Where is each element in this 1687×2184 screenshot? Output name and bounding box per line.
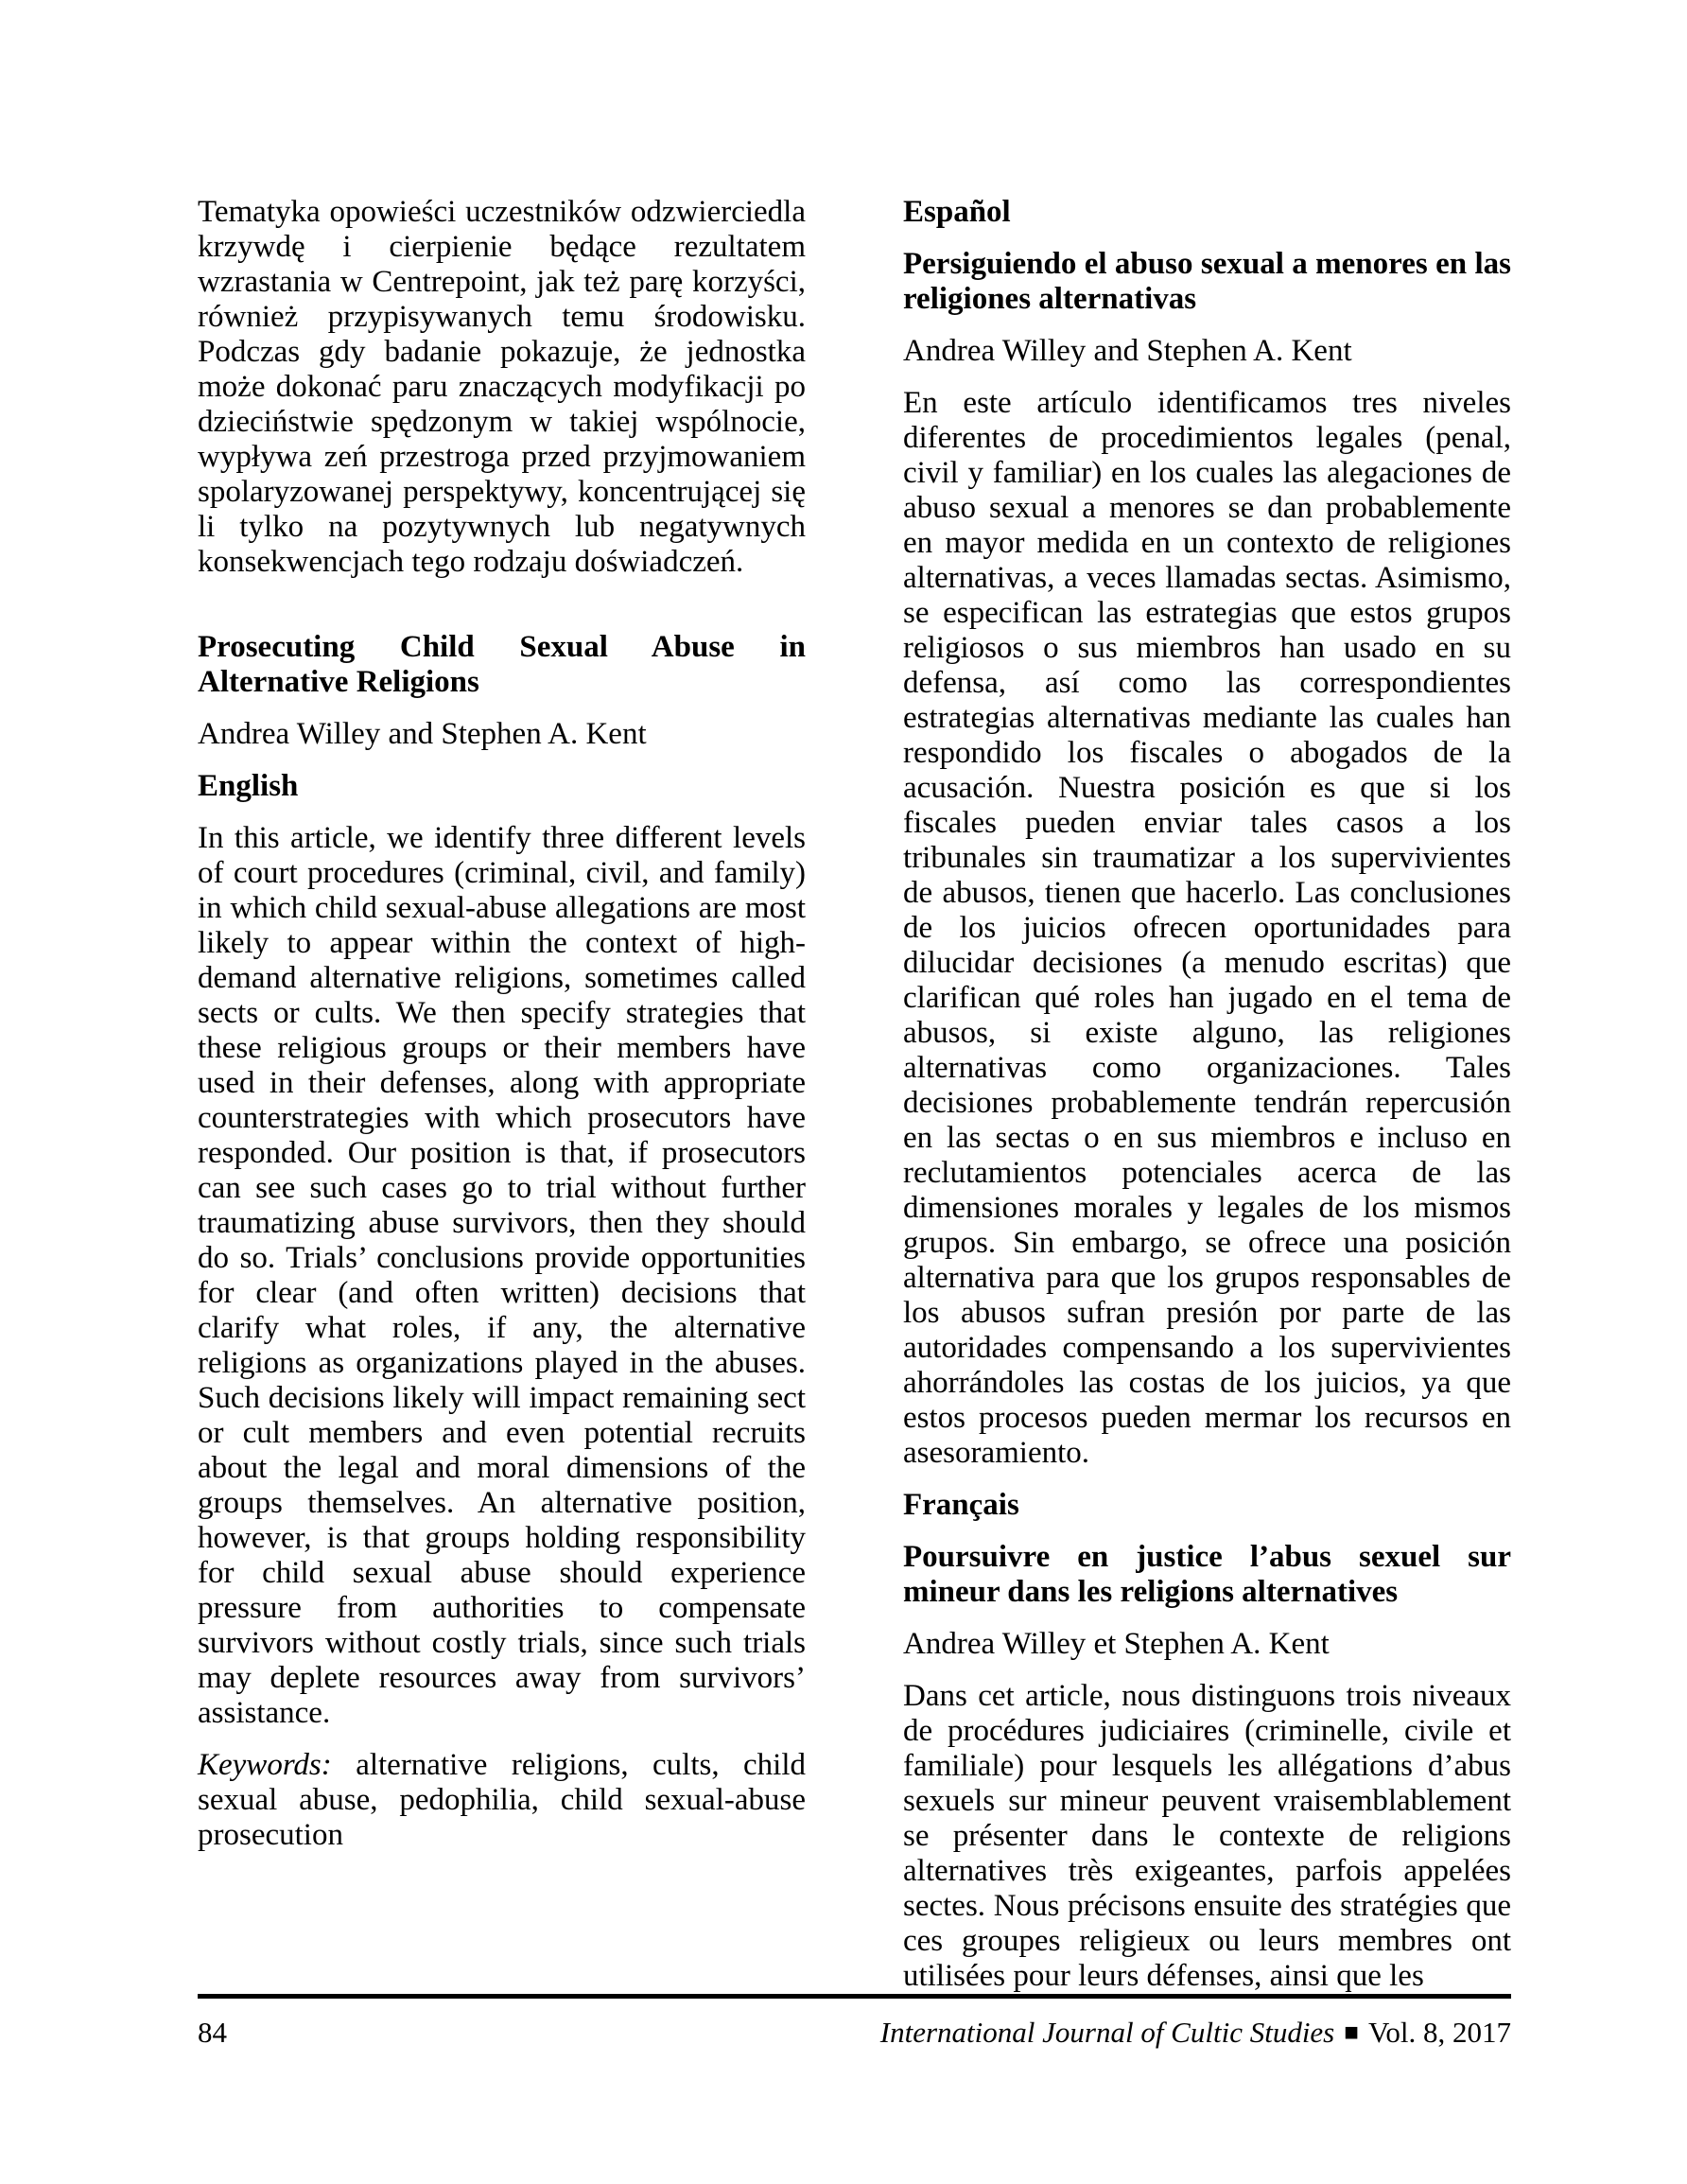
keywords-label: Keywords: (198, 1748, 332, 1782)
footer-journal-info (880, 2015, 1511, 2052)
authors-line-french: Andrea Willey et Stephen A. Kent (903, 1627, 1330, 1661)
page-number: 84 (198, 2016, 227, 2049)
article-title: Prosecuting Child Sexual Abuse in Alternative Religions (198, 630, 806, 699)
language-heading-french: Français (903, 1488, 1019, 1522)
journal-name: International Journal of Cultic Studies (879, 2016, 1335, 2049)
authors-line-english: Andrea Willey and Stephen A. Kent (198, 717, 647, 751)
footer-rule (198, 1994, 1511, 1999)
french-abstract: Dans cet article, nous distinguons trois niveaux de procédures judiciaires (criminelle, civile et familiale) pour lesquels les allégations d’abus sexuels sur mineur peuvent vraisemblablement se présenter dans le contexte de religions alternatives très exigeantes, parfois appelées sectes. Nous précisons ensuite des stratégies que ces groupes religieux ou leurs membres ont utilisées pour leurs défenses, ainsi que les (903, 1679, 1511, 1993)
language-heading-english: English (198, 769, 299, 803)
volume-year: Vol. 8, 2017 (1367, 2016, 1511, 2049)
left-column (198, 195, 806, 1994)
article-title-spanish: Persiguiendo el abuso sexual a menores en las religiones alternativas (903, 247, 1511, 316)
polish-abstract: Tematyka opowieści uczestników odzwierciedla krzywdę i cierpienie będące rezultatem wzrastania w Centrepoint, jak też parę korzyści, również przypisywanych temu środowisku. Podczas gdy badanie pokazuje, że jednostka może dokonać paru znaczących modyfikacji po dzieciństwie spędzonym w takiej wspólnocie, wypływa zeń przestroga przed przyjmowaniem spolaryzowanej perspektywy, koncentrującej się li tylko na pozytywnych lub negatywnych konsekwencjach tego rodzaju doświadczeń. (198, 195, 806, 579)
page-content (198, 195, 1511, 1994)
article-title-french: Poursuivre en justice l’abus sexuel sur mineur dans les religions alternatives (903, 1540, 1511, 1609)
spanish-abstract: En este artículo identificamos tres niveles diferentes de procedimientos legales (penal, civil y familiar) en los cuales las alegaciones de abuso sexual a menores se dan probablemente en mayor medida en un contexto de religiones alternativas, a veces llamadas sectas. Asimismo, se especifican las estrategias que estos grupos religiosos o sus miembros han usado en su defensa, así como las correspondientes estrategias alternativas mediante las cuales han respondido los fiscales o abogados de la acusación. Nuestra posición es que si los fiscales pueden enviar tales casos a los tribunales sin traumatizar a los supervivientes de abusos, tienen que hacerlo. Las conclusiones de los juicios ofrecen oportunidades para dilucidar decisiones (a menudo escritas) que clarifican qué roles han jugado en el tema de abusos, si existe alguno, las religiones alternativas como organizaciones. Tales decisiones probablemente tendrán repercusión en las sectas o en sus miembros e incluso en reclutamientos potenciales acerca de las dimensiones morales y legales de los mismos grupos. Sin embargo, se ofrece una posición alternativa para que los grupos responsables de los abusos sufran presión por parte de las autoridades compensando a los supervivientes ahorrándoles las costas de los juicios, ya que estos procesos pueden mermar los recursos en asesoramiento. (903, 386, 1511, 1470)
keywords-text: alternative religions, cults, child sexual abuse, pedophilia, child sexual-abuse prosecution (198, 1748, 806, 1852)
language-heading-spanish: Español (903, 195, 1011, 229)
page-footer (198, 2015, 1511, 2052)
keywords-line (198, 1748, 806, 1853)
footer-separator-square: ■ (1344, 2018, 1359, 2046)
english-abstract: In this article, we identify three different levels of court procedures (criminal, civil, and family) in which child sexual-abuse allegations are most likely to appear within the context of high-demand alternative religions, sometimes called sects or cults. We then specify strategies that these religious groups or their members have used in their defenses, along with appropriate counterstrategies with which prosecutors have responded. Our position is that, if prosecutors can see such cases go to trial without further traumatizing abuse survivors, then they should do so. Trials’ conclusions provide opportunities for clear (and often written) decisions that clarify what roles, if any, the alternative religions as organizations played in the abuses. Such decisions likely will impact remaining sect or cult members and even potential recruits about the legal and moral dimensions of the groups themselves. An alternative position, however, is that groups holding responsibility for child sexual abuse should experience pressure from authorities to compensate survivors without costly trials, since such trials may deplete resources away from survivors’ assistance. (198, 821, 806, 1730)
right-column (903, 195, 1511, 1994)
authors-line-spanish: Andrea Willey and Stephen A. Kent (903, 334, 1352, 368)
